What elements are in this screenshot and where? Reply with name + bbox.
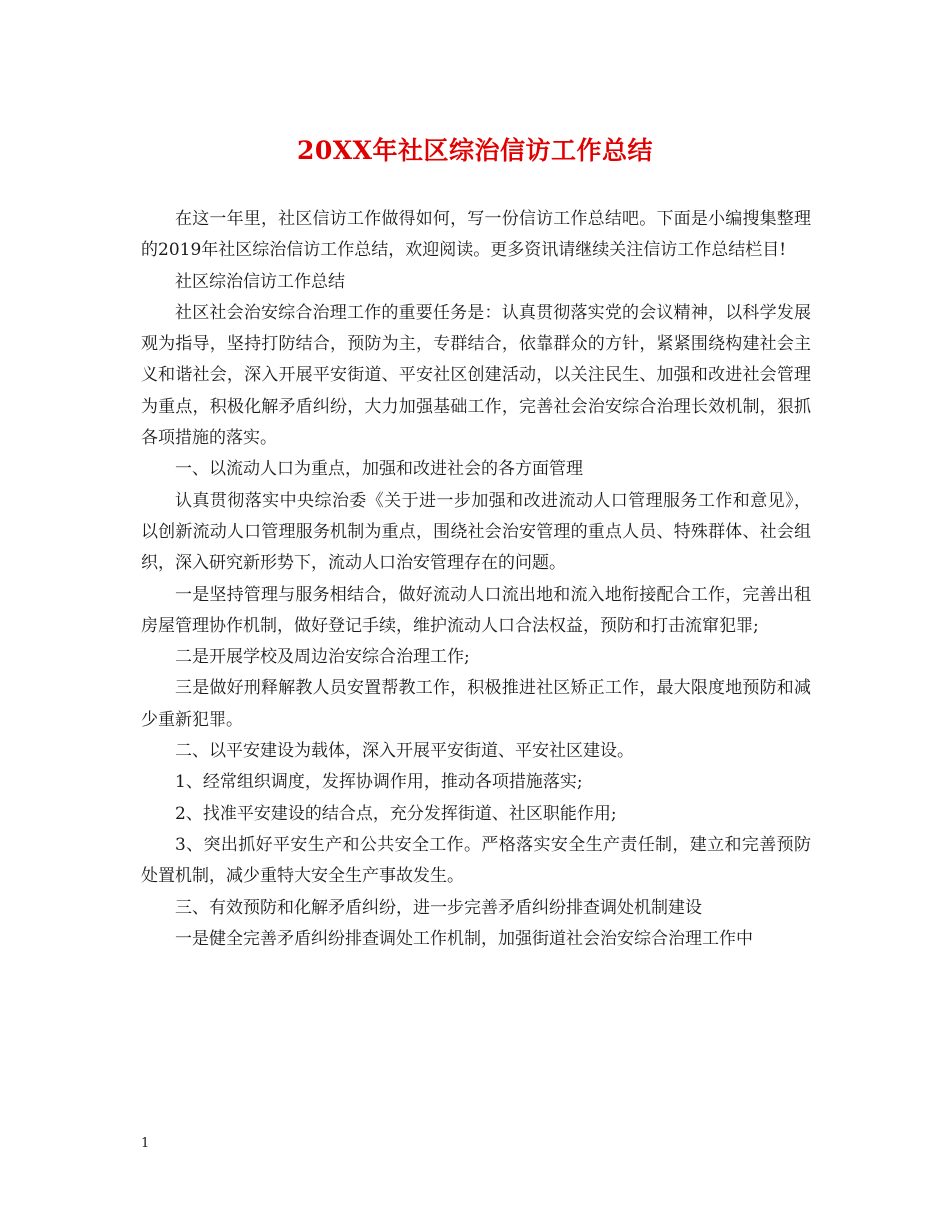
section-heading-2: 二、以平安建设为载体，深入开展平安街道、平安社区建设。 [175, 741, 634, 762]
section-heading-3: 三、有效预防和化解矛盾纠纷，进一步完善矛盾纠纷排查调处机制建设 [175, 897, 702, 918]
paragraph-subtitle: 社区综治信访工作总结 [175, 271, 345, 292]
paragraph-intro: 在这一年里，社区信访工作做得如何，写一份信访工作总结吧。下面是小编搜集整理的2019年社区综治信访工作总结，欢迎阅读。更多资讯请继续关注信访工作总结栏目! [141, 209, 811, 261]
document-body [141, 204, 811, 955]
section-heading-1: 一、以流动人口为重点，加强和改进社会的各方面管理 [175, 459, 583, 480]
paragraph: 二是开展学校及周边治安综合治理工作; [175, 647, 470, 668]
paragraph: 一是健全完善矛盾纠纷排查调处工作机制，加强街道社会治安综合治理工作中 [175, 928, 753, 949]
page-number: 1 [141, 1136, 150, 1151]
paragraph-overview: 社区社会治安综合治理工作的重要任务是：认真贯彻落实党的会议精神，以科学发展观为指导，坚持打防结合，预防为主，专群结合，依靠群众的方针，紧紧围绕构建社会主义和谐社会，深入开展平安街道、平安社区创建活动，以关注民生、加强和改进社会管理为重点，积极化解矛盾纠纷，大力加强基础工作，完善社会治安综合治理长效机制，狠抓各项措施的落实。 [141, 302, 811, 449]
paragraph: 认真贯彻落实中央综治委《关于进一步加强和改进流动人口管理服务工作和意见》，以创新流动人口管理服务机制为重点，围绕社会治安管理的重点人员、特殊群体、社会组织，深入研究新形势下，流动人口治安管理存在的问题。 [141, 490, 811, 574]
list-item: 3、突出抓好平安生产和公共安全工作。严格落实安全生产责任制，建立和完善预防处置机制，减少重特大安全生产事故发生。 [141, 834, 811, 887]
list-item: 2、找准平安建设的结合点，充分发挥街道、社区职能作用; [175, 803, 617, 824]
paragraph: 三是做好刑释解教人员安置帮教工作，积极推进社区矫正工作，最大限度地预防和减少重新犯罪。 [141, 678, 811, 730]
paragraph: 一是坚持管理与服务相结合，做好流动人口流出地和流入地衔接配合工作，完善出租房屋管理协作机制，做好登记手续，维护流动人口合法权益，预防和打击流窜犯罪; [141, 584, 811, 636]
document-title: 20XX年社区综治信访工作总结 [296, 136, 654, 165]
list-item: 1、经常组织调度，发挥协调作用，推动各项措施落实; [175, 772, 583, 793]
